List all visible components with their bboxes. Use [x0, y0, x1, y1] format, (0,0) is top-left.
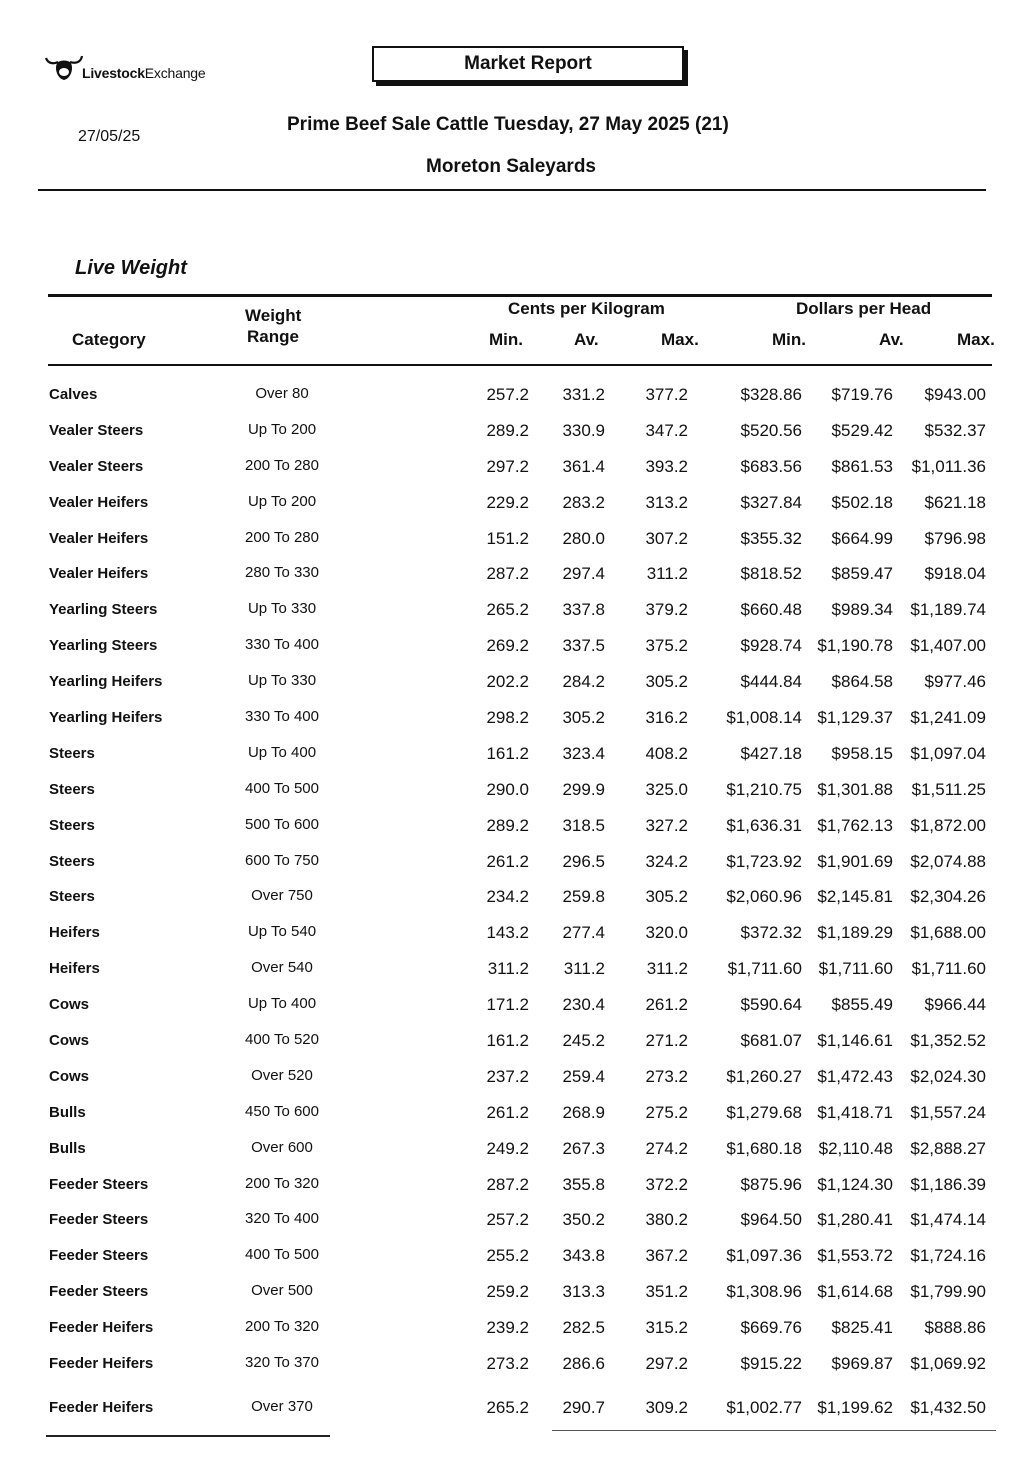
table-row [0, 376, 1033, 412]
row-dollars-av: $1,614.68 [817, 1282, 893, 1302]
row-weight-range: Up To 200 [247, 420, 317, 438]
row-cents-av: 337.5 [562, 636, 605, 656]
row-dollars-av: $1,762.13 [817, 815, 893, 835]
col-header-dollars-av: Av. [879, 330, 904, 349]
row-dollars-min: $928.74 [740, 636, 802, 656]
row-dollars-av: $1,146.61 [817, 1031, 893, 1051]
row-cents-min: 151.2 [486, 528, 529, 548]
row-dollars-av: $989.34 [831, 600, 893, 620]
row-dollars-min: $1,097.36 [726, 1246, 802, 1266]
row-dollars-av: $855.49 [831, 995, 893, 1015]
row-dollars-max: $1,407.00 [910, 636, 986, 656]
row-weight-range: 200 To 320 [245, 1174, 319, 1192]
footer-rule-right [552, 1430, 996, 1431]
row-category: Yearling Heifers [49, 673, 163, 691]
row-dollars-av: $1,199.62 [817, 1397, 893, 1417]
row-category: Feeder Heifers [49, 1398, 154, 1416]
row-cents-max: 305.2 [645, 887, 688, 907]
row-weight-range: 200 To 280 [245, 528, 319, 546]
row-weight-range: Over 750 [251, 887, 313, 905]
row-weight-range: Up To 400 [247, 743, 317, 761]
row-cents-av: 284.2 [562, 672, 605, 692]
row-cents-min: 311.2 [487, 959, 529, 979]
row-cents-av: 280.0 [562, 528, 605, 548]
row-weight-range: Over 80 [255, 385, 309, 402]
row-weight-range: 280 To 330 [245, 564, 319, 582]
row-dollars-min: $1,279.68 [726, 1102, 802, 1122]
row-cents-min: 234.2 [486, 887, 529, 907]
row-cents-min: 229.2 [486, 492, 529, 512]
row-category: Feeder Steers [49, 1211, 149, 1229]
row-cents-av: 286.6 [562, 1354, 605, 1374]
col-header-cents-av: Av. [574, 330, 599, 349]
row-dollars-av: $719.76 [831, 385, 893, 404]
row-dollars-max: $1,711.60 [911, 959, 986, 979]
row-cents-av: 331.2 [562, 385, 605, 404]
row-cents-max: 380.2 [645, 1210, 688, 1230]
logo-bold-text: Livestock [82, 65, 145, 81]
row-cents-av: 259.4 [562, 1066, 605, 1086]
row-dollars-max: $2,304.26 [910, 887, 986, 907]
row-weight-range: Up To 330 [247, 600, 317, 618]
row-dollars-av: $1,190.78 [817, 636, 893, 656]
saleyard-name: Moreton Saleyards [426, 156, 596, 177]
row-dollars-av: $1,901.69 [817, 851, 893, 871]
table-row [0, 591, 1033, 627]
row-dollars-max: $1,352.52 [910, 1031, 986, 1051]
row-dollars-av: $1,472.43 [817, 1066, 893, 1086]
table-row [0, 1273, 1033, 1309]
row-cents-max: 372.2 [645, 1174, 688, 1194]
row-cents-min: 265.2 [486, 1397, 529, 1417]
table-header-rule [48, 364, 992, 366]
row-dollars-min: $681.07 [740, 1031, 802, 1051]
row-cents-max: 297.2 [645, 1354, 688, 1374]
table-row [0, 1130, 1033, 1166]
report-date: 27/05/25 [78, 128, 141, 145]
col-header-cents-group: Cents per Kilogram [508, 299, 665, 318]
row-cents-av: 267.3 [562, 1138, 605, 1158]
col-header-dollars-group: Dollars per Head [796, 299, 932, 318]
table-row [0, 1094, 1033, 1130]
row-dollars-av: $529.42 [831, 420, 893, 440]
table-row [0, 520, 1033, 556]
row-category: Steers [49, 744, 95, 762]
row-dollars-max: $1,511.25 [911, 779, 986, 799]
table-row [0, 1237, 1033, 1273]
row-cents-max: 311.2 [646, 564, 688, 584]
row-dollars-min: $2,060.96 [726, 887, 802, 907]
row-dollars-max: $918.04 [924, 564, 986, 584]
row-dollars-max: $1,557.24 [910, 1102, 986, 1122]
row-dollars-max: $1,872.00 [910, 815, 986, 835]
row-dollars-av: $1,301.88 [817, 779, 893, 799]
row-category: Steers [49, 852, 95, 870]
row-category: Cows [49, 996, 90, 1014]
row-cents-min: 239.2 [486, 1318, 529, 1338]
table-row [0, 1389, 1033, 1425]
section-title: Live Weight [75, 257, 187, 279]
row-cents-max: 307.2 [645, 528, 688, 548]
row-cents-max: 274.2 [645, 1138, 688, 1158]
row-dollars-min: $875.96 [740, 1174, 802, 1194]
row-dollars-min: $964.50 [740, 1210, 802, 1230]
row-dollars-min: $590.64 [740, 995, 802, 1015]
row-category: Cows [49, 1067, 90, 1085]
row-cents-min: 269.2 [486, 636, 529, 656]
row-category: Feeder Heifers [49, 1355, 154, 1373]
row-cents-max: 327.2 [645, 815, 688, 835]
row-weight-range: Over 370 [251, 1397, 313, 1415]
row-cents-max: 305.2 [645, 672, 688, 692]
row-cents-min: 259.2 [486, 1282, 529, 1302]
row-cents-max: 309.2 [645, 1397, 688, 1417]
row-dollars-max: $1,724.16 [910, 1246, 986, 1266]
row-category: Bulls [49, 1103, 86, 1121]
row-dollars-max: $621.18 [924, 492, 986, 512]
row-cents-min: 261.2 [486, 1102, 529, 1122]
row-cents-min: 298.2 [486, 708, 529, 728]
row-dollars-max: $1,799.90 [910, 1282, 986, 1302]
row-cents-av: 313.3 [562, 1282, 605, 1302]
row-dollars-min: $1,008.14 [726, 708, 802, 728]
row-weight-range: Over 540 [251, 959, 313, 977]
row-cents-max: 367.2 [645, 1246, 688, 1266]
row-dollars-av: $1,189.29 [817, 923, 893, 943]
row-category: Vealer Heifers [49, 493, 149, 511]
row-category: Feeder Steers [49, 1247, 149, 1265]
col-header-cents-max: Max. [661, 330, 699, 349]
table-row [0, 555, 1033, 591]
row-category: Feeder Steers [49, 1175, 149, 1193]
row-cents-max: 273.2 [645, 1066, 688, 1086]
row-category: Yearling Heifers [49, 709, 163, 727]
table-row [0, 986, 1033, 1022]
row-cents-min: 161.2 [486, 1031, 529, 1051]
sale-title: Prime Beef Sale Cattle Tuesday, 27 May 2025 (21) [287, 114, 729, 135]
row-dollars-min: $818.52 [740, 564, 802, 584]
row-weight-range: 200 To 320 [245, 1318, 319, 1336]
table-row [0, 627, 1033, 663]
row-category: Steers [49, 816, 95, 834]
row-cents-max: 375.2 [645, 636, 688, 656]
row-dollars-min: $328.86 [740, 385, 802, 404]
row-cents-max: 324.2 [645, 851, 688, 871]
row-dollars-min: $444.84 [740, 672, 802, 692]
row-weight-range: Over 500 [251, 1282, 313, 1300]
col-header-weight: Weight [245, 306, 302, 325]
table-row [0, 878, 1033, 914]
row-cents-av: 230.4 [562, 995, 605, 1015]
row-dollars-max: $1,432.50 [910, 1397, 986, 1417]
row-weight-range: 330 To 400 [245, 636, 319, 654]
row-cents-min: 202.2 [486, 672, 529, 692]
row-category: Yearling Steers [49, 637, 158, 655]
row-cents-min: 171.2 [486, 995, 529, 1015]
row-cents-max: 316.2 [645, 708, 688, 728]
row-cents-max: 325.0 [645, 779, 688, 799]
row-cents-av: 343.8 [562, 1246, 605, 1266]
row-dollars-min: $669.76 [740, 1318, 802, 1338]
row-dollars-min: $1,636.31 [726, 815, 802, 835]
row-cents-av: 305.2 [562, 708, 605, 728]
row-dollars-max: $966.44 [924, 995, 986, 1015]
table-top-rule [48, 294, 992, 297]
table-row [0, 1345, 1033, 1381]
row-dollars-av: $1,280.41 [817, 1210, 893, 1230]
header-divider [38, 189, 986, 191]
row-dollars-max: $1,688.00 [910, 923, 986, 943]
row-dollars-min: $683.56 [740, 456, 802, 476]
row-cents-min: 287.2 [486, 564, 529, 584]
row-dollars-max: $532.37 [924, 420, 986, 440]
row-cents-min: 237.2 [486, 1066, 529, 1086]
row-dollars-av: $1,418.71 [817, 1102, 893, 1122]
row-dollars-max: $2,074.88 [910, 851, 986, 871]
row-dollars-max: $888.86 [924, 1318, 986, 1338]
row-cents-min: 249.2 [486, 1138, 529, 1158]
table-row [0, 914, 1033, 950]
row-cents-av: 268.9 [562, 1102, 605, 1122]
row-dollars-min: $1,260.27 [726, 1066, 802, 1086]
row-dollars-min: $327.84 [740, 492, 802, 512]
row-category: Bulls [49, 1139, 86, 1157]
row-dollars-max: $1,189.74 [910, 600, 986, 620]
row-cents-max: 351.2 [645, 1282, 688, 1302]
row-weight-range: 500 To 600 [245, 815, 319, 833]
row-dollars-max: $943.00 [924, 385, 986, 404]
row-dollars-av: $958.15 [831, 743, 893, 763]
row-cents-av: 296.5 [562, 851, 605, 871]
row-cents-av: 355.8 [562, 1174, 605, 1194]
row-cents-max: 315.2 [645, 1318, 688, 1338]
row-cents-av: 330.9 [562, 420, 605, 440]
row-dollars-max: $796.98 [924, 528, 986, 548]
row-weight-range: Up To 330 [247, 672, 317, 690]
table-row [0, 807, 1033, 843]
row-dollars-max: $977.46 [924, 672, 986, 692]
row-cents-av: 361.4 [562, 456, 605, 476]
row-category: Feeder Steers [49, 1283, 149, 1301]
price-table [0, 376, 1033, 1425]
row-dollars-min: $355.32 [740, 528, 802, 548]
row-category: Vealer Heifers [49, 529, 149, 547]
row-cents-min: 289.2 [486, 815, 529, 835]
row-cents-min: 273.2 [486, 1354, 529, 1374]
row-dollars-av: $2,110.48 [818, 1138, 893, 1158]
row-cents-av: 277.4 [562, 923, 605, 943]
row-weight-range: Up To 200 [247, 492, 317, 510]
row-cents-min: 287.2 [486, 1174, 529, 1194]
row-dollars-av: $1,124.30 [817, 1174, 893, 1194]
market-report-box: Market Report [372, 46, 684, 82]
row-cents-min: 257.2 [486, 385, 529, 404]
row-dollars-min: $372.32 [740, 923, 802, 943]
row-weight-range: 400 To 500 [245, 779, 319, 797]
row-category: Steers [49, 780, 95, 798]
row-cents-min: 257.2 [486, 1210, 529, 1230]
row-cents-min: 265.2 [486, 600, 529, 620]
table-row [0, 448, 1033, 484]
row-dollars-max: $1,069.92 [910, 1354, 986, 1374]
row-dollars-av: $1,129.37 [817, 708, 893, 728]
row-dollars-av: $502.18 [831, 492, 893, 512]
row-weight-range: 200 To 280 [245, 456, 319, 474]
row-category: Cows [49, 1032, 90, 1050]
table-row [0, 950, 1033, 986]
row-dollars-av: $825.41 [831, 1318, 893, 1338]
bull-head-icon [44, 50, 84, 86]
row-dollars-min: $520.56 [740, 420, 802, 440]
row-cents-av: 323.4 [562, 743, 605, 763]
col-header-dollars-min: Min. [772, 330, 806, 349]
row-cents-max: 271.2 [645, 1031, 688, 1051]
row-cents-max: 261.2 [645, 995, 688, 1015]
row-dollars-min: $427.18 [740, 743, 802, 763]
row-dollars-av: $1,711.60 [818, 959, 893, 979]
row-cents-av: 245.2 [562, 1031, 605, 1051]
col-header-cents-min: Min. [489, 330, 523, 349]
row-cents-max: 311.2 [646, 959, 688, 979]
col-header-range: Range [247, 327, 299, 346]
row-cents-av: 283.2 [562, 492, 605, 512]
row-cents-min: 255.2 [486, 1246, 529, 1266]
row-cents-max: 408.2 [645, 743, 688, 763]
row-category: Heifers [49, 960, 100, 978]
row-cents-max: 313.2 [645, 492, 688, 512]
row-dollars-min: $1,680.18 [726, 1138, 802, 1158]
row-cents-min: 143.2 [486, 923, 529, 943]
row-dollars-av: $2,145.81 [817, 887, 893, 907]
row-cents-av: 297.4 [562, 564, 605, 584]
table-row [0, 1022, 1033, 1058]
table-row [0, 735, 1033, 771]
row-weight-range: Up To 400 [247, 995, 317, 1013]
row-weight-range: 450 To 600 [245, 1102, 319, 1120]
row-category: Vealer Steers [49, 457, 144, 475]
row-category: Steers [49, 888, 95, 906]
row-category: Vealer Steers [49, 421, 144, 439]
row-cents-av: 318.5 [562, 815, 605, 835]
row-cents-av: 290.7 [562, 1397, 605, 1417]
row-dollars-max: $1,474.14 [910, 1210, 986, 1230]
row-cents-av: 311.2 [563, 959, 605, 979]
row-category: Heifers [49, 924, 100, 942]
row-dollars-min: $660.48 [740, 600, 802, 620]
row-dollars-min: $915.22 [740, 1354, 802, 1374]
table-row [0, 484, 1033, 520]
logo-text [82, 65, 205, 81]
row-weight-range: Over 520 [251, 1066, 313, 1084]
row-dollars-max: $1,241.09 [910, 708, 986, 728]
row-cents-max: 393.2 [645, 456, 688, 476]
table-row [0, 699, 1033, 735]
row-weight-range: 330 To 400 [245, 708, 319, 726]
row-dollars-max: $1,011.36 [911, 456, 986, 476]
row-cents-av: 350.2 [562, 1210, 605, 1230]
row-cents-min: 261.2 [486, 851, 529, 871]
row-weight-range: Up To 540 [247, 923, 317, 941]
row-dollars-min: $1,210.75 [726, 779, 802, 799]
row-cents-min: 161.2 [486, 743, 529, 763]
row-category: Yearling Steers [49, 601, 158, 619]
table-row [0, 412, 1033, 448]
table-row [0, 1058, 1033, 1094]
row-cents-min: 289.2 [486, 420, 529, 440]
logo-light-text: Exchange [144, 65, 206, 81]
row-cents-av: 299.9 [562, 779, 605, 799]
row-cents-max: 347.2 [645, 420, 688, 440]
row-dollars-av: $864.58 [831, 672, 893, 692]
table-row [0, 843, 1033, 879]
table-row [0, 1166, 1033, 1202]
row-category: Calves [49, 386, 98, 403]
row-weight-range: 400 To 500 [245, 1246, 319, 1264]
row-category: Feeder Heifers [49, 1319, 154, 1337]
row-cents-max: 320.0 [645, 923, 688, 943]
row-weight-range: 320 To 370 [245, 1354, 319, 1372]
table-row [0, 1201, 1033, 1237]
row-category: Vealer Heifers [49, 565, 149, 583]
row-dollars-av: $861.53 [831, 456, 893, 476]
row-dollars-max: $2,888.27 [910, 1138, 986, 1158]
table-row [0, 1309, 1033, 1345]
row-dollars-min: $1,002.77 [726, 1397, 802, 1417]
row-cents-av: 337.8 [562, 600, 605, 620]
footer-rule-left [46, 1435, 330, 1437]
row-dollars-min: $1,711.60 [727, 959, 802, 979]
row-dollars-av: $859.47 [831, 564, 893, 584]
table-row [0, 771, 1033, 807]
livestock-exchange-logo [44, 50, 244, 90]
row-cents-av: 259.8 [562, 887, 605, 907]
col-header-category: Category [72, 330, 146, 349]
table-row [0, 663, 1033, 699]
row-cents-av: 282.5 [562, 1318, 605, 1338]
row-weight-range: 320 To 400 [245, 1210, 319, 1228]
row-cents-max: 275.2 [645, 1102, 688, 1122]
row-dollars-max: $1,186.39 [910, 1174, 986, 1194]
row-dollars-av: $1,553.72 [817, 1246, 893, 1266]
col-header-dollars-max: Max. [957, 330, 995, 349]
row-dollars-av: $664.99 [831, 528, 893, 548]
row-cents-min: 290.0 [486, 779, 529, 799]
row-dollars-max: $2,024.30 [910, 1066, 986, 1086]
row-dollars-max: $1,097.04 [910, 743, 986, 763]
row-cents-max: 377.2 [645, 385, 688, 404]
row-dollars-min: $1,723.92 [726, 851, 802, 871]
row-cents-min: 297.2 [486, 456, 529, 476]
row-cents-max: 379.2 [645, 600, 688, 620]
row-weight-range: Over 600 [251, 1138, 313, 1156]
row-weight-range: 400 To 520 [245, 1031, 319, 1049]
row-dollars-av: $969.87 [831, 1354, 893, 1374]
row-weight-range: 600 To 750 [245, 851, 319, 869]
row-dollars-min: $1,308.96 [726, 1282, 802, 1302]
